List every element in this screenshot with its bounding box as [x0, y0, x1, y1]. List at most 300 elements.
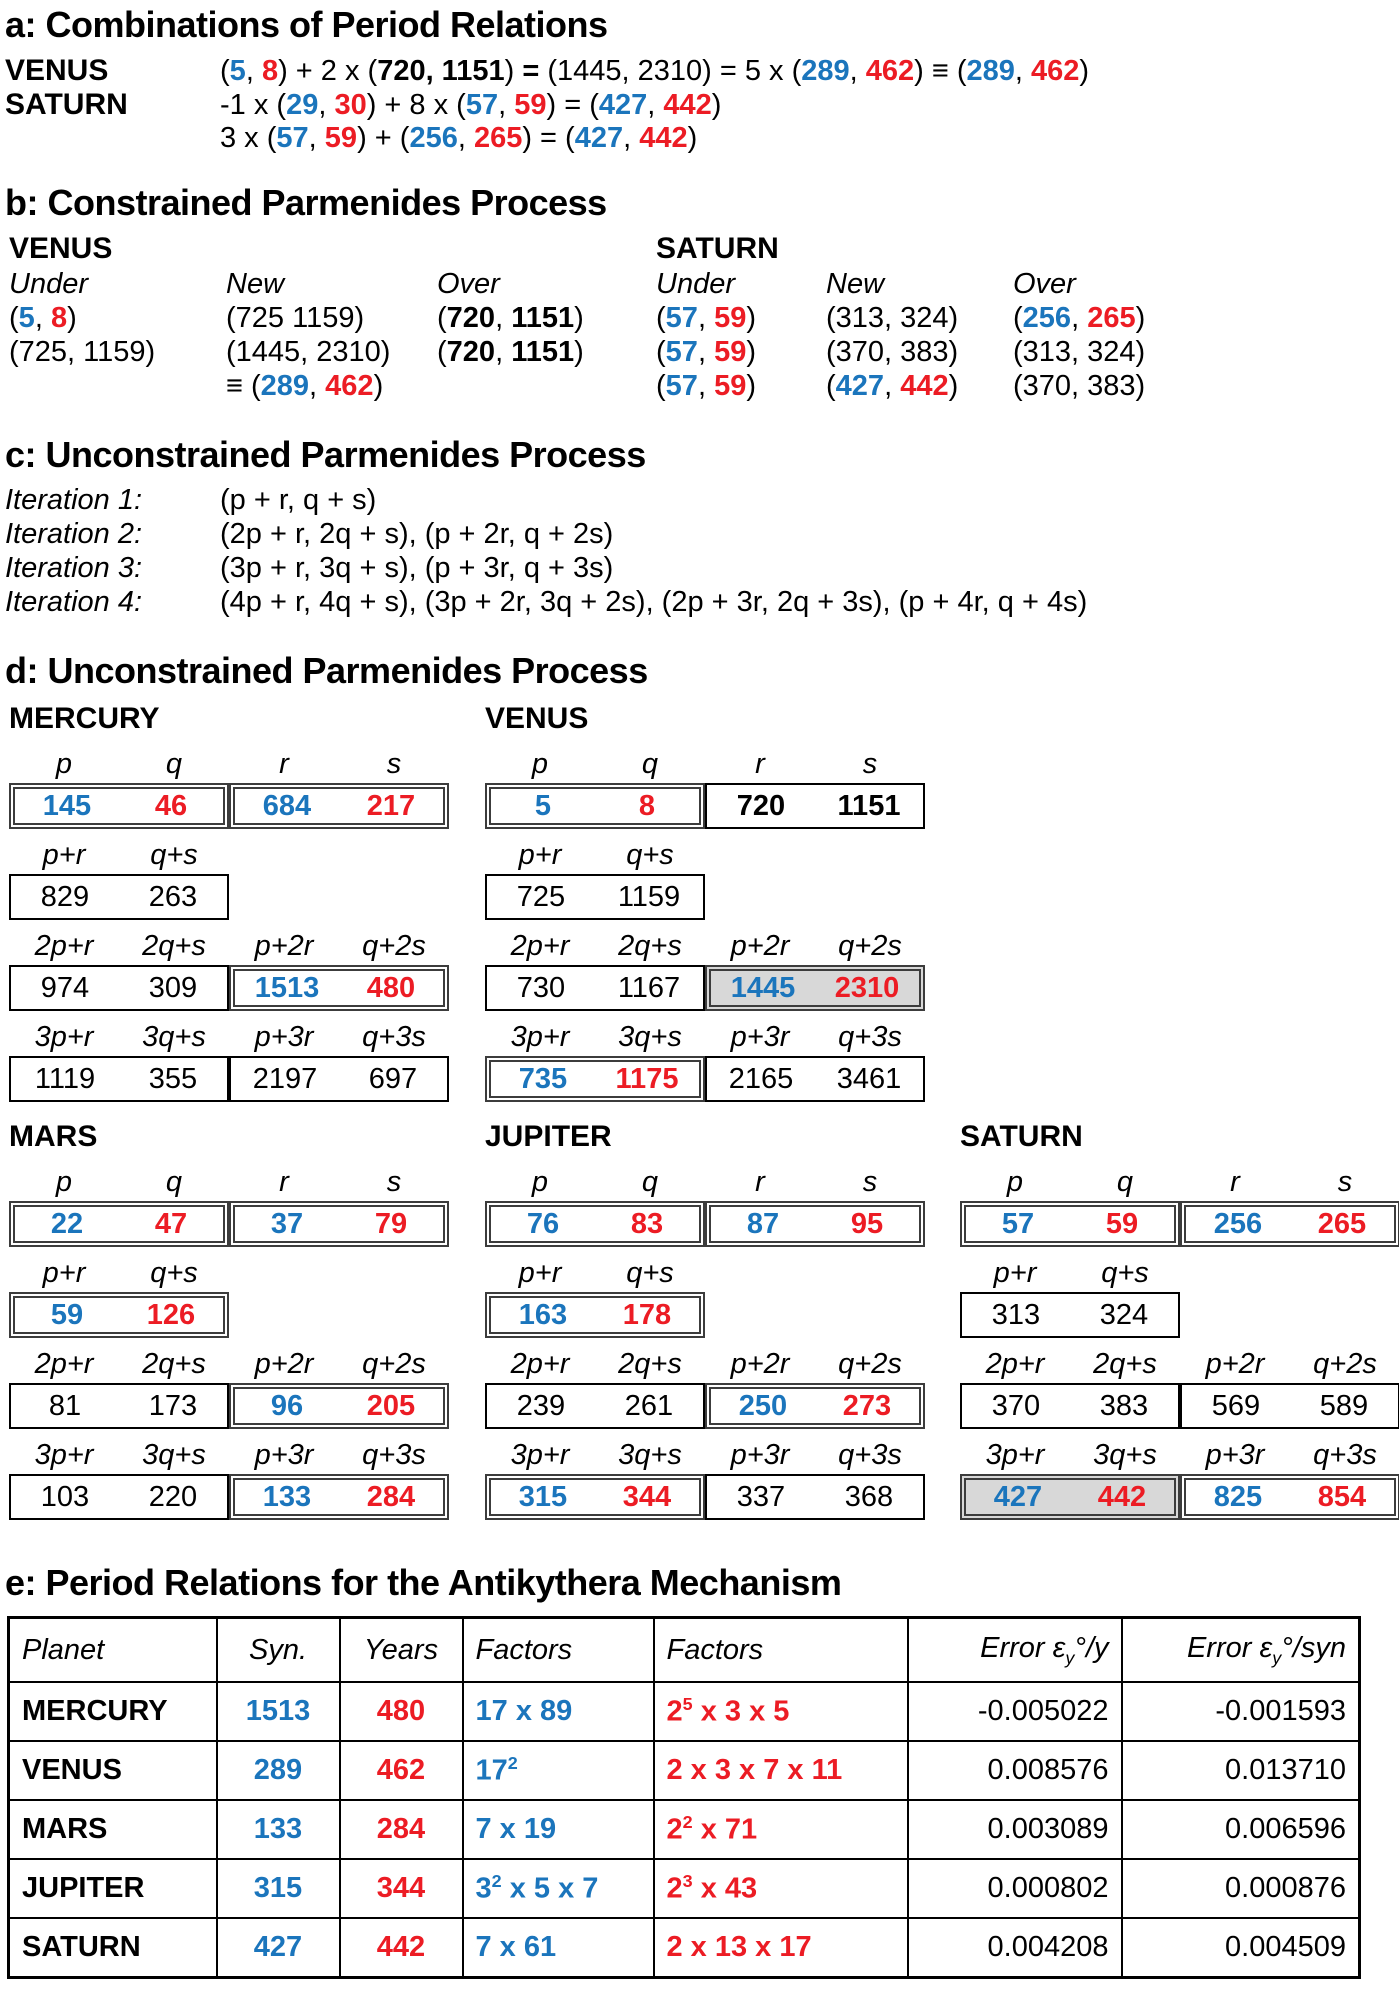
- text-segment: 289: [801, 55, 850, 87]
- text-segment: 289: [966, 55, 1015, 87]
- text-segment: ): [746, 302, 756, 334]
- d-col-header: r: [279, 748, 289, 780]
- d-value: 974: [40, 971, 90, 1004]
- d-value-box: [229, 783, 449, 829]
- d-col-header: p: [55, 1166, 73, 1198]
- d-col-header: q+s: [626, 839, 674, 871]
- d-value: 480: [366, 971, 416, 1004]
- d-col-header: 3p+r: [510, 1021, 570, 1053]
- d-col-header: q+2s: [838, 930, 902, 962]
- text-segment: ): [746, 336, 756, 368]
- text-segment: ): [574, 302, 584, 334]
- e-cell-error-per-year: 0.000802: [908, 1859, 1122, 1918]
- e-cell-planet: VENUS: [9, 1741, 217, 1800]
- d-value: 87: [746, 1207, 780, 1240]
- text-segment: ,: [647, 89, 664, 121]
- d-value: 2197: [252, 1062, 318, 1095]
- d-planet-name: MARS: [9, 1120, 98, 1153]
- d-value: 57: [1001, 1207, 1035, 1240]
- d-planet-mars: [9, 1118, 449, 1520]
- section-d: [5, 650, 1399, 1520]
- b-col-header: Over: [437, 268, 500, 300]
- text-segment: 427: [835, 370, 885, 402]
- text-segment: ): [67, 302, 77, 334]
- d-header-row: [960, 1347, 1399, 1381]
- b-planet-name: SATURN: [656, 232, 779, 265]
- d-value-box: [705, 1474, 925, 1520]
- d-col-header: q: [641, 748, 659, 780]
- e-header-cell: Factors: [463, 1618, 654, 1683]
- header-text: Error ε: [1186, 1631, 1273, 1664]
- planet-label: SATURN: [5, 88, 128, 121]
- d-col-header: 3p+r: [985, 1439, 1045, 1471]
- e-cell-syn-factors: $3^2$ x 5 x 7: [463, 1859, 654, 1918]
- d-box-row: [960, 1201, 1399, 1247]
- b-cell: [1013, 302, 1213, 336]
- text-segment: (: [220, 55, 230, 87]
- d-value-box: [9, 965, 229, 1011]
- text-segment: 57: [276, 122, 309, 154]
- d-value: 684: [262, 789, 312, 822]
- d-value: 284: [366, 1480, 416, 1513]
- d-value: 46: [154, 789, 188, 822]
- b-cell: [437, 302, 651, 336]
- text-segment: ,: [308, 122, 325, 154]
- e-cell-error-per-syn: -0.001593: [1122, 1682, 1360, 1741]
- d-header-row: [9, 929, 449, 963]
- e-cell-syn: 427: [217, 1918, 340, 1978]
- d-value: 344: [622, 1480, 672, 1513]
- d-header-row: [960, 1256, 1399, 1290]
- section-e: [5, 1562, 1399, 1979]
- d-value: 370: [991, 1389, 1041, 1422]
- e-row: [9, 1741, 1360, 1800]
- d-header-row: [9, 1165, 449, 1199]
- d-value: 2165: [728, 1062, 794, 1095]
- e-header-row: [9, 1618, 1360, 1683]
- d-value-box: [485, 1474, 705, 1520]
- iteration-row: [5, 552, 1399, 586]
- text-segment: 57: [465, 89, 499, 121]
- d-header-row: [485, 1438, 925, 1472]
- d-value-box: [1180, 1383, 1399, 1429]
- d-value: 854: [1317, 1480, 1367, 1513]
- d-value: 126: [146, 1298, 196, 1331]
- d-col-header: 2p+r: [510, 930, 570, 962]
- d-value: 5: [534, 789, 552, 822]
- d-value: 217: [366, 789, 416, 822]
- e-header-cell: Syn.: [217, 1618, 340, 1683]
- d-value: 697: [368, 1062, 418, 1095]
- b-cell: [656, 302, 826, 336]
- d-value: 355: [148, 1062, 198, 1095]
- e-cell-error-per-year: 0.008576: [908, 1741, 1122, 1800]
- d-header-row: [9, 1256, 449, 1290]
- d-box-row: [9, 1383, 449, 1429]
- text-segment: 256: [1022, 302, 1072, 334]
- d-box-row: [485, 1201, 925, 1247]
- d-value: 725: [516, 880, 566, 913]
- d-value: 720: [736, 789, 786, 822]
- text-segment: (313, 324): [1013, 336, 1146, 368]
- d-header-row: [485, 1256, 925, 1290]
- b-planet-name: VENUS: [9, 232, 113, 265]
- b-cell: [656, 336, 826, 370]
- d-box-row: [9, 965, 449, 1011]
- d-planet-saturn: [960, 1118, 1399, 1520]
- d-col-header: p+2r: [254, 930, 314, 962]
- header-text: °/y: [1074, 1631, 1109, 1664]
- d-col-header: p+3r: [730, 1021, 790, 1053]
- d-value: 313: [991, 1298, 1041, 1331]
- text-segment: ): [1135, 302, 1146, 334]
- text-segment: 57: [665, 336, 698, 368]
- d-value: 1159: [617, 880, 681, 913]
- d-value-box: [485, 783, 705, 829]
- b-cell: [826, 370, 1013, 404]
- text-segment: ,: [849, 55, 866, 87]
- d-planet-name: MERCURY: [9, 702, 160, 735]
- d-value: 22: [50, 1207, 84, 1240]
- d-value-box: [229, 1383, 449, 1429]
- text-segment: (370, 383): [826, 336, 959, 368]
- b-cell: [226, 370, 437, 404]
- d-col-header: p: [531, 1166, 549, 1198]
- d-value-box: [705, 1056, 925, 1102]
- text-segment: ,: [495, 302, 512, 334]
- e-cell-error-per-year: 0.004208: [908, 1918, 1122, 1978]
- d-planet-name: SATURN: [960, 1120, 1083, 1153]
- text-segment: 427: [598, 89, 648, 121]
- d-value: 37: [270, 1207, 304, 1240]
- iteration-formula: (4p + r, 4q + s), (3p + 2r, 3q + 2s), (2p + 3r, 2q + 3s), (p + 4r, q + 4s): [220, 586, 1088, 618]
- d-value: 825: [1213, 1480, 1263, 1513]
- d-col-header: p+2r: [730, 930, 790, 962]
- text-segment: ,: [34, 302, 51, 334]
- d-col-header: q+s: [626, 1257, 674, 1289]
- d-col-header: 3q+s: [618, 1439, 682, 1471]
- section-e-title: e: Period Relations for the Antikythera Mechanism: [5, 1562, 842, 1603]
- d-planet-mercury: [9, 700, 449, 1102]
- e-cell-syn-factors: $17^2$: [463, 1741, 654, 1800]
- d-col-header: p+2r: [1205, 1348, 1265, 1380]
- d-box-row: [485, 965, 925, 1011]
- d-box-row: [960, 1383, 1399, 1429]
- d-col-header: 2p+r: [34, 1348, 94, 1380]
- text-segment: 59: [714, 302, 747, 334]
- e-cell-error-per-syn: 0.013710: [1122, 1741, 1360, 1800]
- text-segment: (725, 1159): [9, 336, 156, 368]
- d-value: 1167: [617, 971, 681, 1004]
- iteration-label: Iteration 1:: [5, 484, 143, 516]
- d-value-box: [229, 1056, 449, 1102]
- text-segment: 8: [50, 302, 68, 334]
- d-box-row: [9, 1292, 449, 1338]
- d-box-row: [485, 1383, 925, 1429]
- d-value-box: [960, 1201, 1180, 1247]
- e-cell-years: 344: [340, 1859, 463, 1918]
- d-col-header: p+r: [518, 839, 562, 871]
- iteration-row: [5, 484, 1399, 518]
- e-cell-error-per-syn: 0.000876: [1122, 1859, 1360, 1918]
- b-cell: [9, 370, 226, 404]
- d-value-box: [705, 965, 925, 1011]
- text-segment: (313, 324): [826, 302, 959, 334]
- text-segment: =: [522, 55, 540, 87]
- d-value-box: [485, 1383, 705, 1429]
- iteration-formula: (2p + r, 2q + s), (p + 2r, q + 2s): [220, 518, 614, 550]
- text-segment: ) + 8 x (: [366, 89, 466, 121]
- d-col-header: p+3r: [1205, 1439, 1265, 1471]
- d-col-header: q: [1116, 1166, 1134, 1198]
- d-box-row: [9, 1474, 449, 1520]
- text-segment: ,: [1071, 302, 1088, 334]
- d-value: 569: [1211, 1389, 1261, 1422]
- d-box-row: [9, 783, 449, 829]
- text-segment: (: [437, 302, 447, 334]
- text-segment: ,: [318, 89, 335, 121]
- d-header-row: [960, 1438, 1399, 1472]
- d-value: 442: [1097, 1480, 1147, 1513]
- d-header-row: [9, 1347, 449, 1381]
- d-box-row: [485, 783, 925, 829]
- d-col-header: 2p+r: [34, 930, 94, 962]
- iteration-label: Iteration 3:: [5, 552, 143, 584]
- b-cell: [656, 370, 826, 404]
- d-value: 256: [1213, 1207, 1263, 1240]
- section-b-title: b: Constrained Parmenides Process: [5, 182, 607, 223]
- text-segment: 5: [18, 302, 35, 334]
- text-segment: (: [1013, 302, 1023, 334]
- e-cell-years: 442: [340, 1918, 463, 1978]
- equation: [220, 89, 721, 122]
- d-value: 79: [374, 1207, 408, 1240]
- d-header-row: [485, 1347, 925, 1381]
- d-col-header: q: [641, 1166, 659, 1198]
- d-value-box: [229, 1474, 449, 1520]
- e-cell-syn: 133: [217, 1800, 340, 1859]
- section-b-groups: [5, 232, 1399, 404]
- text-segment: 5: [229, 55, 246, 87]
- d-value: 337: [736, 1480, 786, 1513]
- d-value-box: [9, 1292, 229, 1338]
- b-cell: [9, 336, 226, 370]
- d-value: 163: [518, 1298, 568, 1331]
- d-col-header: p+3r: [254, 1021, 314, 1053]
- d-col-header: r: [1230, 1166, 1240, 1198]
- d-value: 324: [1099, 1298, 1149, 1331]
- text-segment: -1 x (: [220, 89, 287, 121]
- e-cell-planet: SATURN: [9, 1918, 217, 1978]
- iteration-formula: (p + r, q + s): [220, 484, 377, 516]
- text-segment: 265: [1087, 302, 1136, 334]
- text-segment: (1445, 2310) = 5 x (: [539, 55, 802, 87]
- b-grid: [9, 268, 651, 404]
- e-header-cell: Years: [340, 1618, 463, 1683]
- e-tbody: [9, 1682, 1360, 1978]
- d-header-row: [9, 1020, 449, 1054]
- text-segment: (: [826, 370, 836, 402]
- d-value-box: [485, 965, 705, 1011]
- d-header-row: [485, 747, 925, 781]
- equation: [220, 55, 1089, 88]
- e-cell-syn-factors: 7 x 61: [463, 1918, 654, 1978]
- e-cell-years-factors: 2 x 13 x 17: [654, 1918, 908, 1978]
- d-value-box: [9, 1383, 229, 1429]
- b-cell: [826, 336, 1013, 370]
- d-value: 368: [844, 1480, 894, 1513]
- b-grid: [656, 268, 1213, 404]
- d-value-box: [1180, 1474, 1399, 1520]
- d-col-header: s: [1337, 1166, 1353, 1198]
- section-a-title: a: Combinations of Period Relations: [5, 4, 608, 45]
- d-value: 730: [516, 971, 566, 1004]
- e-cell-syn: 289: [217, 1741, 340, 1800]
- text-segment: ) + 2 x (: [278, 55, 378, 87]
- d-col-header: s: [386, 748, 402, 780]
- d-value: 829: [40, 880, 90, 913]
- e-cell-syn-factors: 7 x 19: [463, 1800, 654, 1859]
- d-col-header: q+3s: [838, 1439, 902, 1471]
- d-value: 47: [154, 1207, 188, 1240]
- e-cell-error-per-year: 0.003089: [908, 1800, 1122, 1859]
- d-value: 59: [50, 1298, 84, 1331]
- text-segment: 29: [286, 89, 319, 121]
- d-col-header: p+r: [42, 839, 86, 871]
- d-planets-row-2: [5, 1118, 1399, 1520]
- d-planet-name: VENUS: [485, 702, 589, 735]
- e-cell-years: 284: [340, 1800, 463, 1859]
- d-box-row: [960, 1474, 1399, 1520]
- text-segment: 720: [446, 336, 496, 368]
- d-box-row: [485, 874, 925, 920]
- d-value: 133: [262, 1480, 312, 1513]
- d-value: 2310: [834, 971, 900, 1004]
- d-value: 76: [526, 1207, 560, 1240]
- e-cell-years-factors: $2^5$ x 3 x 5: [654, 1682, 908, 1741]
- b-group-saturn: [656, 232, 1213, 404]
- d-value: 309: [148, 971, 198, 1004]
- text-segment: 59: [514, 89, 547, 121]
- b-col-header: Under: [9, 268, 88, 300]
- d-value: 103: [40, 1480, 90, 1513]
- text-segment: (: [656, 302, 666, 334]
- text-segment: ≡: [226, 370, 251, 402]
- text-segment: ): [373, 370, 384, 402]
- d-value: 315: [518, 1480, 568, 1513]
- d-col-header: q+2s: [838, 1348, 902, 1380]
- e-row: [9, 1859, 1360, 1918]
- section-c: [5, 434, 1399, 620]
- d-col-header: 2p+r: [510, 1348, 570, 1380]
- text-segment: 289: [260, 370, 310, 402]
- d-box-row: [9, 1201, 449, 1247]
- d-value: 1151: [837, 789, 901, 822]
- d-col-header: p+3r: [730, 1439, 790, 1471]
- text-segment: ) + (: [357, 122, 410, 154]
- text-segment: ): [746, 370, 756, 402]
- text-segment: ,: [245, 55, 262, 87]
- header-text: °/syn: [1281, 1631, 1346, 1664]
- b-col-header: New: [826, 268, 885, 300]
- text-segment: ) = (: [522, 122, 575, 154]
- d-value: 263: [148, 880, 198, 913]
- e-cell-planet: MARS: [9, 1800, 217, 1859]
- d-value: 95: [850, 1207, 884, 1240]
- d-value-box: [705, 1201, 925, 1247]
- d-header-row: [9, 838, 449, 872]
- text-segment: 462: [865, 55, 915, 87]
- e-thead: [9, 1618, 1360, 1683]
- d-col-header: q+s: [150, 839, 198, 871]
- b-group-venus: [9, 232, 651, 404]
- d-header-row: [960, 1165, 1399, 1199]
- d-value: 81: [48, 1389, 82, 1422]
- d-value: 1175: [615, 1062, 679, 1095]
- e-cell-syn: 1513: [217, 1682, 340, 1741]
- d-value-box: [960, 1292, 1180, 1338]
- d-col-header: q+2s: [1313, 1348, 1377, 1380]
- text-segment: 1151: [511, 302, 575, 334]
- d-value: 1513: [254, 971, 320, 1004]
- d-col-header: q: [165, 748, 183, 780]
- text-segment: ): [711, 89, 722, 121]
- d-value: 59: [1105, 1207, 1139, 1240]
- d-header-row: [9, 1438, 449, 1472]
- d-value: 589: [1319, 1389, 1369, 1422]
- b-col-header: Under: [656, 268, 735, 300]
- d-col-header: 2q+s: [618, 1348, 682, 1380]
- b-cell: [1013, 336, 1213, 370]
- text-segment: ,: [1014, 55, 1032, 87]
- text-segment: 59: [324, 122, 358, 154]
- e-cell-error-per-syn: 0.004509: [1122, 1918, 1360, 1978]
- text-segment: ,: [697, 302, 715, 334]
- e-cell-syn: 315: [217, 1859, 340, 1918]
- d-box-row: [9, 1056, 449, 1102]
- section-c-title: c: Unconstrained Parmenides Process: [5, 434, 646, 475]
- d-value: 383: [1099, 1389, 1149, 1422]
- e-cell-error-per-syn: 0.006596: [1122, 1800, 1360, 1859]
- e-row: [9, 1682, 1360, 1741]
- b-cell: [826, 302, 1013, 336]
- text-segment: ): [1079, 55, 1090, 87]
- d-col-header: 2p+r: [985, 1348, 1045, 1380]
- text-segment: ,: [623, 122, 640, 154]
- d-value-box: [9, 1201, 229, 1247]
- b-col-header: New: [226, 268, 285, 300]
- text-segment: 59: [714, 370, 747, 402]
- d-planet-venus: [485, 700, 925, 1102]
- text-segment: ,: [498, 89, 515, 121]
- text-segment: 442: [663, 89, 712, 121]
- d-value-box: [485, 1056, 705, 1102]
- d-col-header: r: [755, 1166, 765, 1198]
- iteration-row: [5, 518, 1399, 552]
- d-col-header: q+2s: [362, 1348, 426, 1380]
- d-header-row: [9, 747, 449, 781]
- d-col-header: 3p+r: [34, 1021, 94, 1053]
- d-value-box: [9, 874, 229, 920]
- section-b: [5, 182, 1399, 404]
- d-value-box: [229, 965, 449, 1011]
- d-col-header: p+2r: [254, 1348, 314, 1380]
- d-value: 83: [630, 1207, 664, 1240]
- e-cell-syn-factors: 17 x 89: [463, 1682, 654, 1741]
- d-value: 239: [516, 1389, 566, 1422]
- text-segment: ): [504, 55, 523, 87]
- d-value: 1445: [730, 971, 796, 1004]
